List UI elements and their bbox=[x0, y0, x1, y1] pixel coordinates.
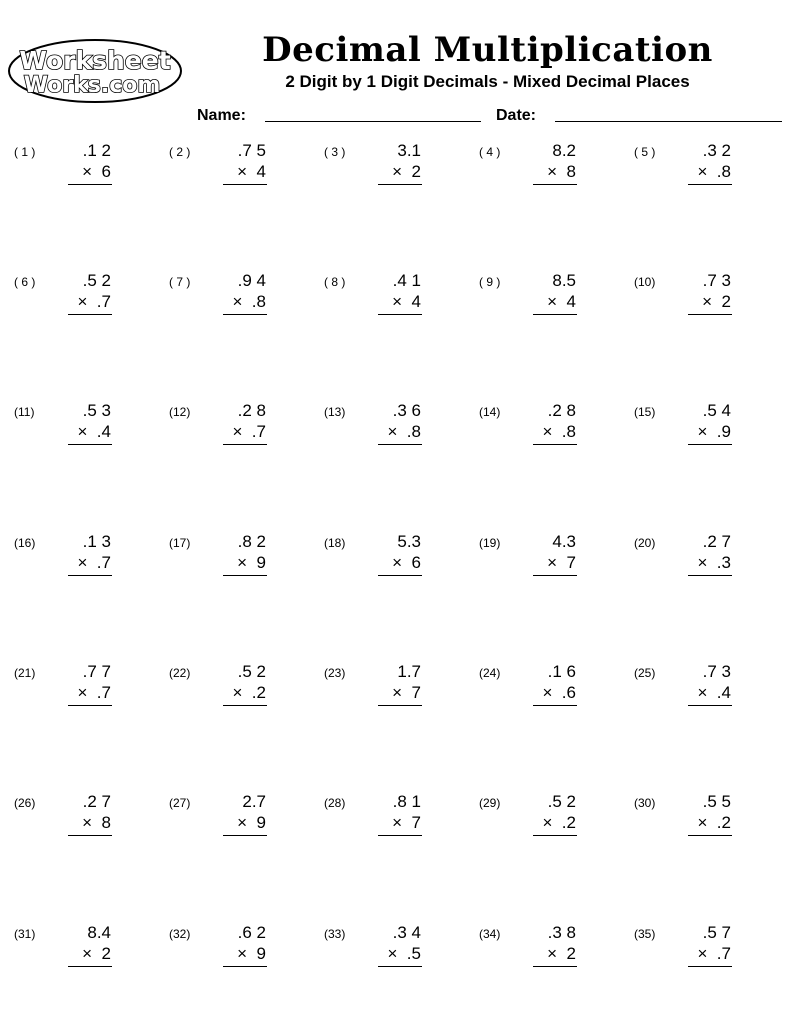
multiplicand: 5.3 bbox=[397, 532, 421, 551]
problem-number: (12) bbox=[169, 405, 191, 419]
problem-number: (26) bbox=[14, 796, 36, 810]
answer-line[interactable] bbox=[378, 966, 422, 967]
answer-line[interactable] bbox=[68, 705, 112, 706]
answer-line[interactable] bbox=[223, 444, 267, 445]
multiplicand: 3.1 bbox=[397, 141, 421, 160]
multiplicand: .2 8 bbox=[237, 401, 266, 420]
multiplier: × 7 bbox=[547, 553, 576, 572]
multiplicand: .5 2 bbox=[237, 662, 266, 681]
answer-line[interactable] bbox=[378, 314, 422, 315]
answer-line[interactable] bbox=[533, 966, 577, 967]
problem-14 bbox=[465, 402, 615, 482]
multiplicand: .5 4 bbox=[702, 401, 731, 420]
problem-number: (17) bbox=[169, 536, 191, 550]
answer-line[interactable] bbox=[223, 314, 267, 315]
problem-24 bbox=[465, 663, 615, 743]
multiplier: × 8 bbox=[547, 162, 576, 181]
answer-line[interactable] bbox=[688, 444, 732, 445]
answer-line[interactable] bbox=[688, 314, 732, 315]
problem-number: (33) bbox=[324, 927, 346, 941]
problem-10 bbox=[620, 272, 770, 352]
multiplicand: 8.4 bbox=[87, 923, 111, 942]
problem-13 bbox=[310, 402, 460, 482]
answer-line[interactable] bbox=[68, 444, 112, 445]
answer-line[interactable] bbox=[378, 184, 422, 185]
problem-number: ( 1 ) bbox=[14, 145, 36, 159]
problem-number: (18) bbox=[324, 536, 346, 550]
multiplicand: .1 2 bbox=[82, 141, 111, 160]
multiplier: × 4 bbox=[237, 162, 266, 181]
answer-line[interactable] bbox=[223, 705, 267, 706]
answer-line[interactable] bbox=[378, 575, 422, 576]
problem-1 bbox=[0, 142, 150, 222]
problem-number: (22) bbox=[169, 666, 191, 680]
problem-29 bbox=[465, 793, 615, 873]
multiplicand: .7 7 bbox=[82, 662, 111, 681]
problem-number: (34) bbox=[479, 927, 501, 941]
multiplier: × 6 bbox=[392, 553, 421, 572]
multiplicand: 8.2 bbox=[552, 141, 576, 160]
problem-number: (21) bbox=[14, 666, 36, 680]
name-label: Name: bbox=[197, 107, 246, 124]
multiplier: × .7 bbox=[697, 944, 731, 963]
problem-3 bbox=[310, 142, 460, 222]
multiplicand: .8 2 bbox=[237, 532, 266, 551]
problem-number: (25) bbox=[634, 666, 656, 680]
problem-25 bbox=[620, 663, 770, 743]
multiplier: × .2 bbox=[542, 813, 576, 832]
problem-number: (27) bbox=[169, 796, 191, 810]
multiplicand: .7 3 bbox=[702, 662, 731, 681]
multiplicand: .3 4 bbox=[392, 923, 421, 942]
multiplicand: .7 3 bbox=[702, 271, 731, 290]
multiplier: × .4 bbox=[77, 422, 111, 441]
problem-27 bbox=[155, 793, 305, 873]
multiplier: × 2 bbox=[82, 944, 111, 963]
answer-line[interactable] bbox=[378, 705, 422, 706]
multiplier: × .2 bbox=[697, 813, 731, 832]
multiplier: × .8 bbox=[232, 292, 266, 311]
multiplier: × 9 bbox=[237, 944, 266, 963]
problem-number: (29) bbox=[479, 796, 501, 810]
problem-7 bbox=[155, 272, 305, 352]
worksheet-title: Decimal Multiplication bbox=[262, 30, 713, 70]
problem-number: (10) bbox=[634, 275, 656, 289]
answer-line[interactable] bbox=[533, 444, 577, 445]
worksheet-subtitle: 2 Digit by 1 Digit Decimals - Mixed Decimal Places bbox=[285, 72, 690, 91]
multiplicand: .1 6 bbox=[547, 662, 576, 681]
multiplier: × 8 bbox=[82, 813, 111, 832]
answer-line[interactable] bbox=[688, 835, 732, 836]
multiplicand: 2.7 bbox=[242, 792, 266, 811]
answer-line[interactable] bbox=[533, 835, 577, 836]
multiplier: × 2 bbox=[547, 944, 576, 963]
problem-30 bbox=[620, 793, 770, 873]
multiplier: × 9 bbox=[237, 553, 266, 572]
answer-line[interactable] bbox=[223, 184, 267, 185]
answer-line[interactable] bbox=[688, 184, 732, 185]
problem-32 bbox=[155, 924, 305, 1004]
problem-number: ( 6 ) bbox=[14, 275, 36, 289]
multiplicand: 4.3 bbox=[552, 532, 576, 551]
multiplier: × .8 bbox=[387, 422, 421, 441]
problem-2 bbox=[155, 142, 305, 222]
multiplicand: .5 7 bbox=[702, 923, 731, 942]
problem-8 bbox=[310, 272, 460, 352]
multiplier: × .2 bbox=[232, 683, 266, 702]
multiplicand: .1 3 bbox=[82, 532, 111, 551]
multiplicand: .9 4 bbox=[237, 271, 266, 290]
multiplier: × .4 bbox=[697, 683, 731, 702]
answer-line[interactable] bbox=[533, 314, 577, 315]
problem-number: ( 7 ) bbox=[169, 275, 191, 289]
multiplicand: .3 8 bbox=[547, 923, 576, 942]
problem-34 bbox=[465, 924, 615, 1004]
problem-17 bbox=[155, 533, 305, 613]
problem-number: (30) bbox=[634, 796, 656, 810]
multiplicand: .2 7 bbox=[82, 792, 111, 811]
multiplicand: .3 2 bbox=[702, 141, 731, 160]
problem-11 bbox=[0, 402, 150, 482]
multiplier: × 4 bbox=[392, 292, 421, 311]
problem-number: (23) bbox=[324, 666, 346, 680]
answer-line[interactable] bbox=[68, 314, 112, 315]
problem-number: ( 4 ) bbox=[479, 145, 501, 159]
answer-line[interactable] bbox=[223, 575, 267, 576]
problem-20 bbox=[620, 533, 770, 613]
problem-15 bbox=[620, 402, 770, 482]
multiplicand: .5 3 bbox=[82, 401, 111, 420]
multiplicand: .5 2 bbox=[547, 792, 576, 811]
problem-number: (24) bbox=[479, 666, 501, 680]
problem-23 bbox=[310, 663, 460, 743]
problem-22 bbox=[155, 663, 305, 743]
problem-19 bbox=[465, 533, 615, 613]
problem-number: ( 5 ) bbox=[634, 145, 656, 159]
multiplier: × 9 bbox=[237, 813, 266, 832]
multiplier: × .7 bbox=[77, 683, 111, 702]
multiplier: × .7 bbox=[77, 292, 111, 311]
problem-26 bbox=[0, 793, 150, 873]
problem-number: ( 9 ) bbox=[479, 275, 501, 289]
problem-21 bbox=[0, 663, 150, 743]
logo-line-2: Works.com bbox=[23, 73, 161, 98]
multiplier: × 2 bbox=[702, 292, 731, 311]
answer-line[interactable] bbox=[68, 184, 112, 185]
answer-line[interactable] bbox=[68, 835, 112, 836]
problem-number: (16) bbox=[14, 536, 36, 550]
multiplicand: .5 5 bbox=[702, 792, 731, 811]
multiplier: × .8 bbox=[542, 422, 576, 441]
problem-number: (31) bbox=[14, 927, 36, 941]
problem-number: (14) bbox=[479, 405, 501, 419]
problem-5 bbox=[620, 142, 770, 222]
multiplicand: .6 2 bbox=[237, 923, 266, 942]
problem-31 bbox=[0, 924, 150, 1004]
multiplicand: .8 1 bbox=[392, 792, 421, 811]
answer-line[interactable] bbox=[533, 184, 577, 185]
multiplier: × 7 bbox=[392, 813, 421, 832]
multiplier: × .8 bbox=[697, 162, 731, 181]
answer-line[interactable] bbox=[378, 835, 422, 836]
problem-number: (11) bbox=[14, 405, 35, 419]
problem-number: (20) bbox=[634, 536, 656, 550]
problem-16 bbox=[0, 533, 150, 613]
multiplier: × 4 bbox=[547, 292, 576, 311]
problem-number: ( 8 ) bbox=[324, 275, 346, 289]
problem-number: (32) bbox=[169, 927, 191, 941]
date-label: Date: bbox=[496, 107, 537, 124]
problem-6 bbox=[0, 272, 150, 352]
problem-number: (35) bbox=[634, 927, 656, 941]
multiplicand: 1.7 bbox=[397, 662, 421, 681]
answer-line[interactable] bbox=[533, 575, 577, 576]
problem-number: (15) bbox=[634, 405, 656, 419]
problem-number: ( 2 ) bbox=[169, 145, 191, 159]
multiplicand: 8.5 bbox=[552, 271, 576, 290]
multiplier: × 6 bbox=[82, 162, 111, 181]
logo-line-1: Worksheet bbox=[19, 46, 171, 75]
problem-35 bbox=[620, 924, 770, 1004]
multiplicand: .2 8 bbox=[547, 401, 576, 420]
answer-line[interactable] bbox=[68, 575, 112, 576]
multiplicand: .5 2 bbox=[82, 271, 111, 290]
multiplier: × .6 bbox=[542, 683, 576, 702]
problem-28 bbox=[310, 793, 460, 873]
problem-number: ( 3 ) bbox=[324, 145, 346, 159]
problem-number: (13) bbox=[324, 405, 346, 419]
answer-line[interactable] bbox=[688, 966, 732, 967]
problem-18 bbox=[310, 533, 460, 613]
problem-4 bbox=[465, 142, 615, 222]
answer-line[interactable] bbox=[688, 575, 732, 576]
multiplier: × .3 bbox=[697, 553, 731, 572]
answer-line[interactable] bbox=[223, 835, 267, 836]
problem-33 bbox=[310, 924, 460, 1004]
answer-line[interactable] bbox=[223, 966, 267, 967]
multiplier: × .7 bbox=[232, 422, 266, 441]
multiplicand: .2 7 bbox=[702, 532, 731, 551]
answer-line[interactable] bbox=[68, 966, 112, 967]
multiplier: × 2 bbox=[392, 162, 421, 181]
problem-number: (19) bbox=[479, 536, 501, 550]
multiplier: × .5 bbox=[387, 944, 421, 963]
problem-number: (28) bbox=[324, 796, 346, 810]
problem-9 bbox=[465, 272, 615, 352]
answer-line[interactable] bbox=[688, 705, 732, 706]
multiplier: × .9 bbox=[697, 422, 731, 441]
problem-12 bbox=[155, 402, 305, 482]
multiplicand: .4 1 bbox=[392, 271, 421, 290]
multiplicand: .7 5 bbox=[237, 141, 266, 160]
answer-line[interactable] bbox=[533, 705, 577, 706]
multiplier: × .7 bbox=[77, 553, 111, 572]
answer-line[interactable] bbox=[378, 444, 422, 445]
multiplier: × 7 bbox=[392, 683, 421, 702]
multiplicand: .3 6 bbox=[392, 401, 421, 420]
